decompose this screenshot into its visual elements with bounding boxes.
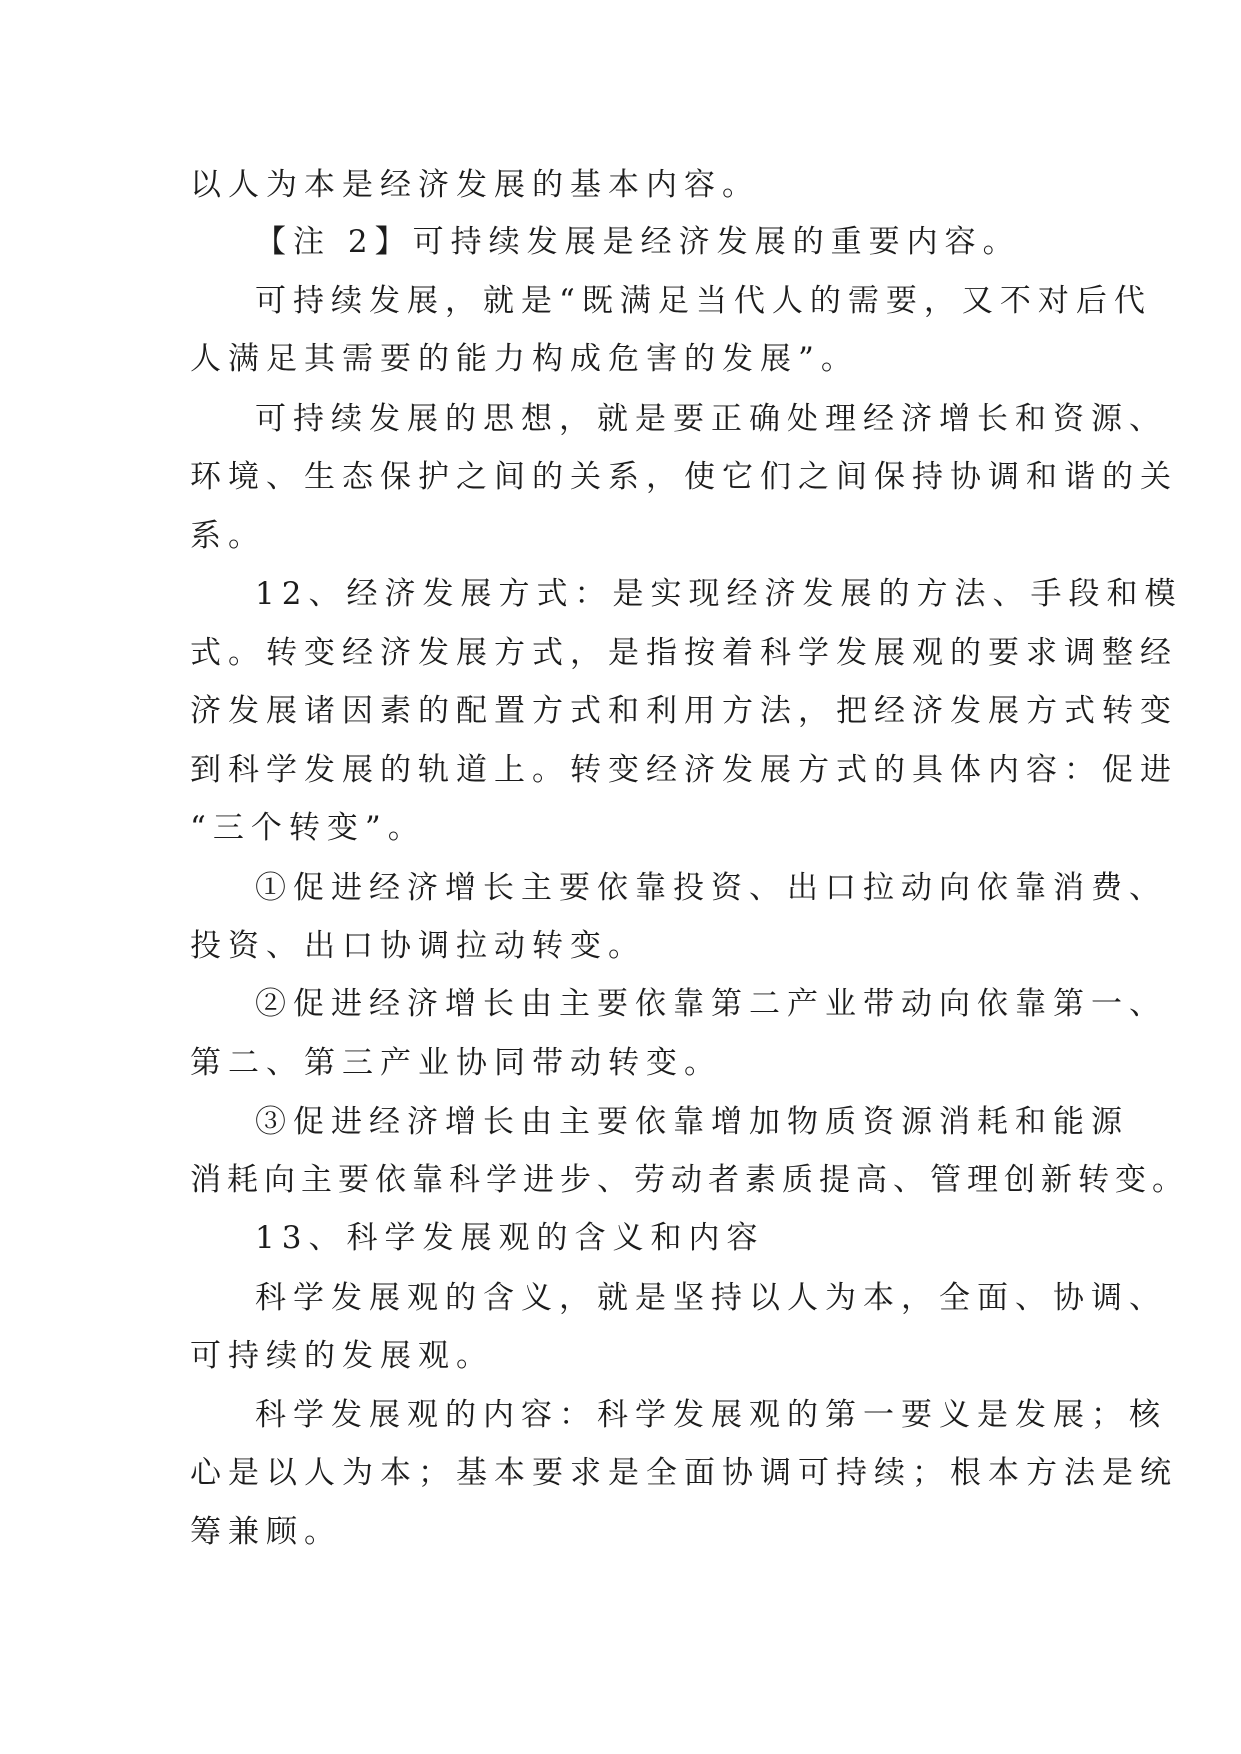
text-line-12: “三个转变”。 (190, 810, 426, 846)
text-line-9: 式。转变经济发展方式，是指按着科学发展观的要求调整经 (190, 635, 1178, 671)
text-line-1: 以人为本是经济发展的基本内容。 (190, 167, 760, 203)
text-line-15: ②促进经济增长由主要依靠第二产业带动向依靠第一、 (255, 986, 1167, 1022)
text-line-13: ①促进经济增长主要依靠投资、出口拉动向依靠消费、 (255, 870, 1167, 906)
text-line-8: 12、经济发展方式：是实现经济发展的方法、手段和模 (255, 576, 1183, 612)
text-line-2: 【注 2】可持续发展是经济发展的重要内容。 (255, 224, 1021, 260)
text-line-24: 筹兼顾。 (190, 1514, 342, 1550)
text-line-18: 消耗向主要依靠科学进步、劳动者素质提高、管理创新转变。 (190, 1162, 1189, 1198)
text-line-17: ③促进经济增长由主要依靠增加物质资源消耗和能源 (255, 1104, 1129, 1140)
text-line-19: 13、科学发展观的含义和内容 (255, 1220, 765, 1256)
text-line-11: 到科学发展的轨道上。转变经济发展方式的具体内容：促进 (190, 752, 1178, 788)
text-line-21: 可持续的发展观。 (190, 1338, 494, 1374)
text-line-4: 人满足其需要的能力构成危害的发展”。 (190, 341, 859, 377)
text-line-14: 投资、出口协调拉动转变。 (190, 928, 646, 964)
text-line-23: 心是以人为本；基本要求是全面协调可持续；根本方法是统 (190, 1455, 1178, 1491)
text-line-20: 科学发展观的含义，就是坚持以人为本，全面、协调、 (255, 1280, 1167, 1316)
text-line-3: 可持续发展，就是“既满足当代人的需要，又不对后代 (255, 283, 1152, 319)
text-line-6: 环境、生态保护之间的关系，使它们之间保持协调和谐的关 (190, 459, 1178, 495)
text-line-10: 济发展诸因素的配置方式和利用方法，把经济发展方式转变 (190, 693, 1178, 729)
text-line-16: 第二、第三产业协同带动转变。 (190, 1045, 722, 1081)
text-line-22: 科学发展观的内容：科学发展观的第一要义是发展；核 (255, 1397, 1167, 1433)
text-line-7: 系。 (190, 518, 266, 554)
text-line-5: 可持续发展的思想，就是要正确处理经济增长和资源、 (255, 401, 1167, 437)
